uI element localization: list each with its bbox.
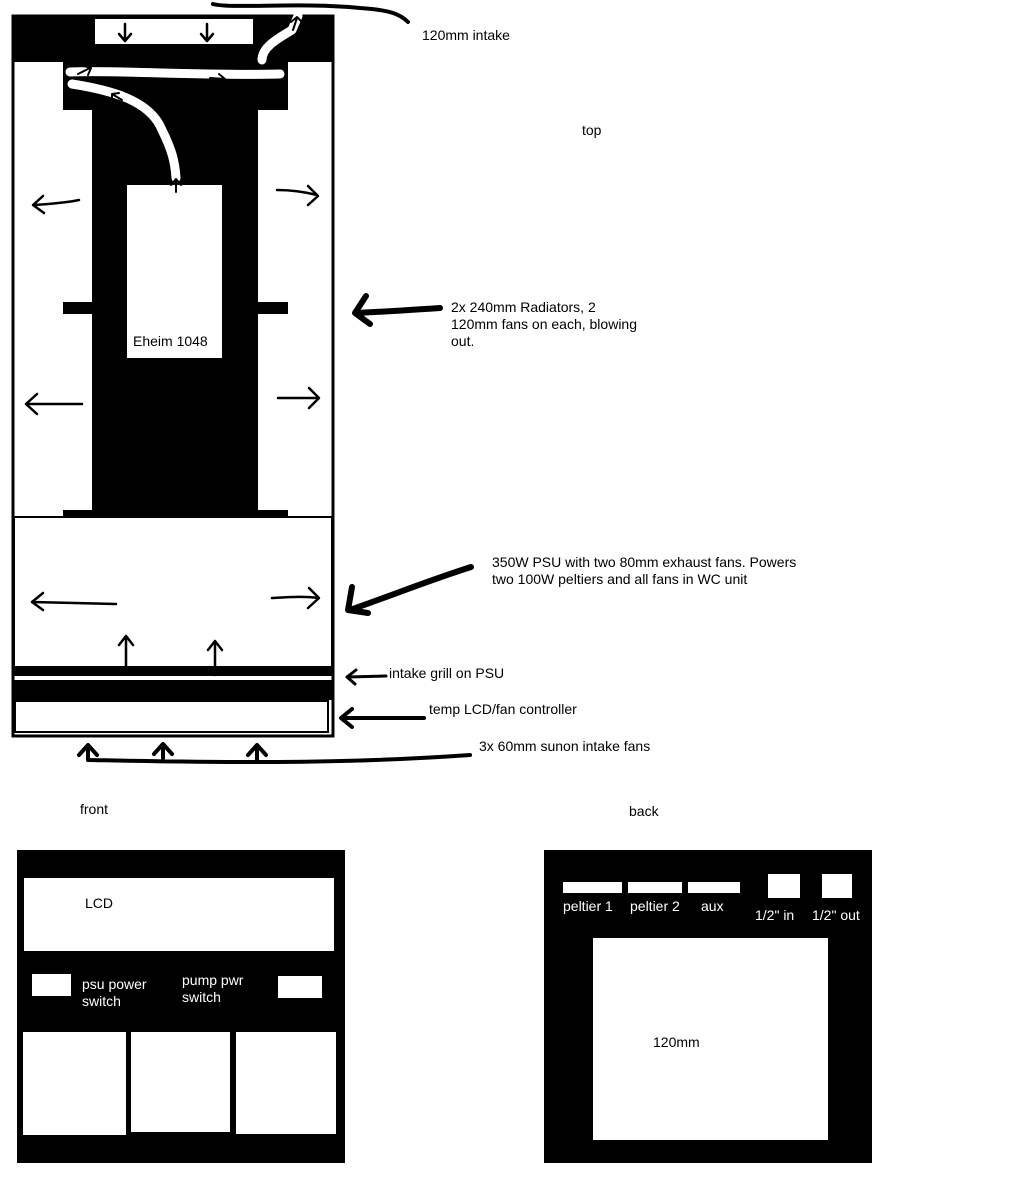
port-label-peltier-1: peltier 1 bbox=[563, 898, 613, 914]
port-peltier-1 bbox=[563, 882, 622, 893]
top-view-label: top bbox=[582, 122, 602, 138]
psu-intake-up-left bbox=[119, 636, 133, 670]
airflow-arrow-left-1 bbox=[33, 196, 79, 213]
radiator-annotation-line-3: out. bbox=[451, 333, 475, 349]
airflow-arrow-left-2 bbox=[26, 394, 82, 414]
psu-box bbox=[14, 517, 332, 667]
intake-annotation: 120mm intake bbox=[422, 27, 510, 43]
radiator-stub-left bbox=[63, 302, 93, 314]
controller-leader bbox=[341, 709, 424, 727]
radiator-leader bbox=[355, 296, 440, 324]
port-label-half-inch-out: 1/2" out bbox=[812, 907, 860, 923]
airflow-arrow-right-2 bbox=[278, 388, 319, 408]
port-half-inch-out bbox=[822, 874, 852, 898]
front-fans-label: 60mm fans bbox=[38, 1139, 108, 1155]
psu-switch-label-line-1: psu power bbox=[82, 976, 147, 992]
psu-switch-label-line-2: switch bbox=[82, 993, 121, 1009]
pump-power-switch bbox=[278, 976, 322, 998]
grill-annotation: intake grill on PSU bbox=[389, 665, 505, 681]
bottom-intake-arrows bbox=[79, 744, 470, 762]
radiator-annotation-line-1: 2x 240mm Radiators, 2 bbox=[451, 299, 596, 315]
intake-slot bbox=[95, 19, 253, 44]
front-view-label: front bbox=[80, 801, 109, 817]
psu-annotation-line-1: 350W PSU with two 80mm exhaust fans. Powers bbox=[492, 554, 797, 570]
intake-fans-annotation: 3x 60mm sunon intake fans bbox=[479, 738, 651, 754]
port-label-aux: aux bbox=[701, 898, 724, 914]
psu-power-switch bbox=[32, 974, 71, 996]
controller-slot bbox=[15, 701, 328, 732]
port-aux bbox=[688, 882, 740, 893]
lcd-label: LCD bbox=[85, 895, 114, 911]
radiator-stub-right bbox=[257, 302, 288, 314]
pump-switch-label-line-1: pump pwr bbox=[182, 972, 244, 988]
controller-annotation: temp LCD/fan controller bbox=[429, 701, 577, 717]
back-view-drawing bbox=[544, 850, 872, 1163]
port-peltier-2 bbox=[628, 882, 682, 893]
front-fan-1 bbox=[23, 1032, 126, 1135]
grill-leader bbox=[347, 670, 386, 684]
front-view-drawing bbox=[17, 850, 345, 1163]
back-fan-120mm bbox=[593, 938, 828, 1140]
psu-leader bbox=[348, 567, 471, 613]
divider-band bbox=[14, 680, 332, 700]
front-fan-2 bbox=[131, 1032, 230, 1132]
top-view-drawing bbox=[13, 16, 470, 762]
psu-annotation-line-2: two 100W peltiers and all fans in WC unit bbox=[492, 571, 748, 587]
airflow-arrow-right-1 bbox=[277, 186, 318, 205]
psu-intake-grill bbox=[14, 668, 332, 676]
front-fan-3 bbox=[236, 1032, 336, 1134]
port-label-peltier-2: peltier 2 bbox=[630, 898, 680, 914]
lcd-window bbox=[24, 878, 334, 951]
psu-exhaust-left bbox=[32, 593, 116, 610]
port-label-half-inch-in: 1/2" in bbox=[755, 907, 795, 923]
port-half-inch-in bbox=[768, 874, 800, 898]
back-view-label: back bbox=[629, 803, 659, 819]
pump-label: Eheim 1048 bbox=[133, 333, 208, 349]
radiator-annotation-line-2: 120mm fans on each, blowing bbox=[451, 316, 637, 332]
psu-exhaust-right bbox=[272, 588, 319, 608]
back-fan-label: 120mm bbox=[653, 1034, 700, 1050]
pump-switch-label-line-2: switch bbox=[182, 989, 221, 1005]
